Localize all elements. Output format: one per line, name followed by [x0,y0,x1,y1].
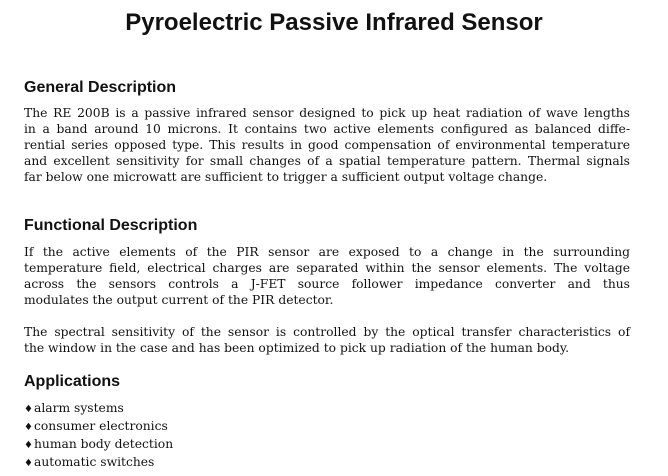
list-item-label: consumer electronics [34,419,168,433]
diamond-bullet-icon: ♦ [24,440,33,451]
list-item-label: human body detection [34,437,174,451]
list-item [24,400,173,418]
paragraph-line: temperature field, electrical charges are separated within the sensor elements. The voltage [24,261,630,275]
applications-heading: Applications [24,373,121,390]
paragraph-line: and excellent sensitivity for small changes of a spatial temperature pattern. Thermal signals [24,154,630,168]
functional-description-paragraph [24,244,630,308]
paragraph-line: The spectral sensitivity of the sensor is controlled by the optical transfer characteristics of [24,325,630,339]
functional-description-heading: Functional Description [24,217,198,234]
list-item [24,454,173,472]
paragraph-line: The RE 200B is a passive infrared sensor designed to pick up heat radiation of wave lengths [24,106,630,120]
diamond-bullet-icon: ♦ [24,404,33,415]
spectral-sensitivity-paragraph [24,324,630,356]
paragraph-line: the window in the case and has been optimized to pick up radiation of the human body. [24,341,570,355]
general-description-paragraph [24,105,630,185]
applications-list [24,400,173,472]
list-item-label: automatic switches [34,455,155,469]
list-item [24,436,173,454]
paragraph-line: If the active elements of the PIR sensor are exposed to a change in the surrounding [24,245,630,259]
paragraph-line: modulates the output current of the PIR detector. [24,293,334,307]
diamond-bullet-icon: ♦ [24,458,33,469]
paragraph-line: across the sensors controls a J-FET source follower impedance converter and thus [24,277,630,291]
paragraph-line: in a band around 10 microns. It contains two active elements configured as balanced diffe- [24,122,630,136]
list-item-label: alarm systems [34,401,124,415]
paragraph-line: rential series opposed type. This results in good compensation of environmental temperature [24,138,630,152]
paragraph-line: far below one microwatt are sufficient to trigger a sufficient output voltage change. [24,170,548,184]
list-item [24,418,173,436]
page-title: Pyroelectric Passive Infrared Sensor [125,9,543,36]
general-description-heading: General Description [24,79,177,96]
diamond-bullet-icon: ♦ [24,422,33,433]
